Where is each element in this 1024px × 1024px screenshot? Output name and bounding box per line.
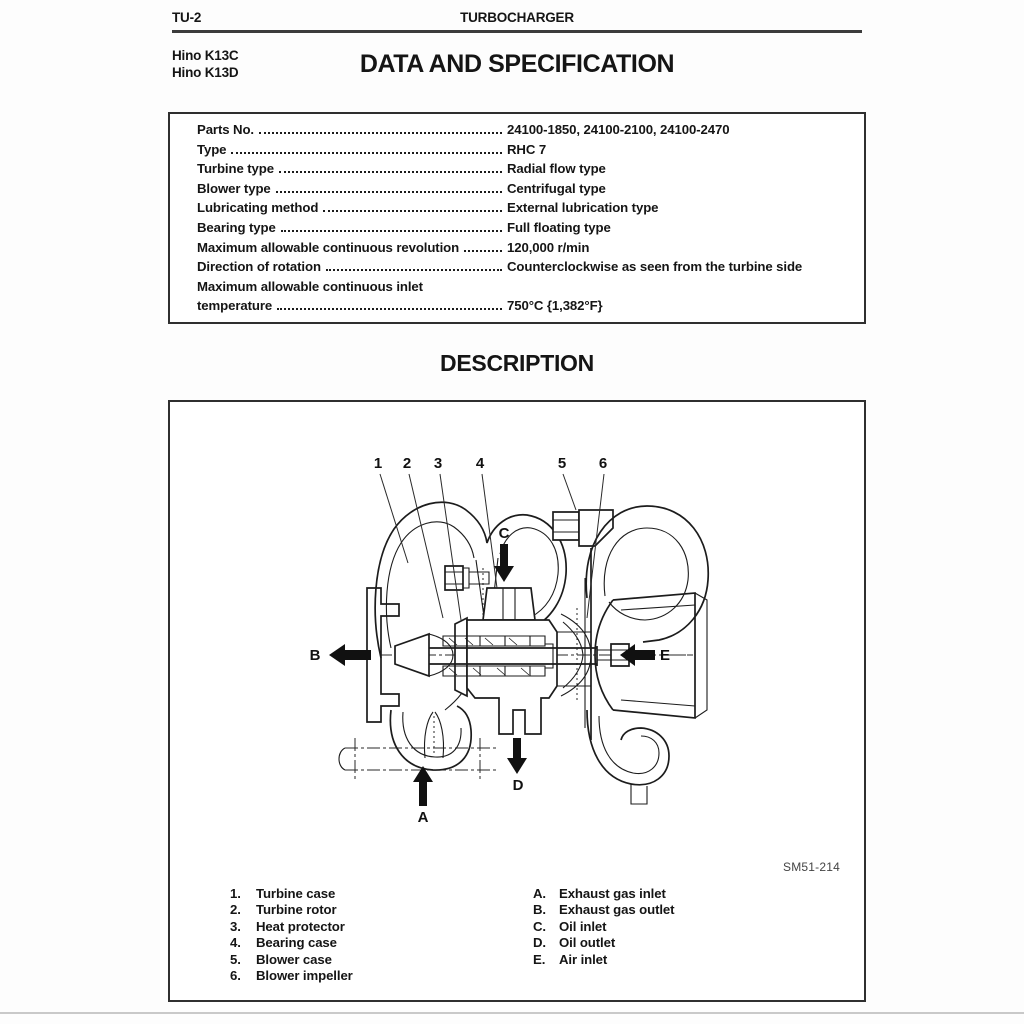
spec-value: RHC 7 <box>507 141 547 157</box>
flow-arrow-d-icon <box>507 738 527 774</box>
model-line-1: Hino K13C <box>172 48 239 63</box>
legend-item <box>230 902 353 918</box>
legend-letter: A. <box>533 886 546 901</box>
legend-label: Turbine rotor <box>256 902 337 918</box>
spec-label: temperature <box>197 298 273 314</box>
spec-value: Radial flow type <box>507 161 606 177</box>
specification-box <box>168 112 866 324</box>
legend-number: 1. <box>230 886 241 901</box>
spec-row-type <box>170 142 864 162</box>
turbine-rotor-drawing <box>395 618 467 696</box>
dot-leader <box>231 152 502 154</box>
dot-leader <box>281 230 502 232</box>
legend-letter: D. <box>533 935 546 951</box>
legend-letter: C. <box>533 918 546 934</box>
legend-label: Oil outlet <box>559 935 616 951</box>
legend-number: 3. <box>230 918 241 934</box>
callout-number-1: 1 <box>373 455 383 472</box>
bearing-case-drawing <box>445 566 591 734</box>
spec-label: Direction of rotation <box>197 259 321 275</box>
callout-number-3: 3 <box>433 455 443 472</box>
spec-label: Parts No. <box>197 122 254 137</box>
page-code: TU-2 <box>172 10 202 25</box>
spec-row-temperature <box>170 298 864 318</box>
legend-label: Heat protector <box>256 918 345 934</box>
spec-value: 750°C {1,382°F} <box>507 298 603 314</box>
spec-row-parts-no <box>170 122 864 142</box>
dot-leader <box>326 269 502 271</box>
callout-number-2: 2 <box>402 455 412 472</box>
spec-row-rotation-direction <box>170 259 864 279</box>
legend-item <box>230 919 353 935</box>
legend-item <box>533 919 674 935</box>
spec-row-max-inlet <box>170 279 864 299</box>
spec-row-blower-type <box>170 181 864 201</box>
flow-label-c: C <box>498 525 510 542</box>
legend-number: 2. <box>230 902 241 918</box>
spec-section-title: DATA AND SPECIFICATION <box>359 50 675 78</box>
legend-item <box>230 935 353 951</box>
callout-number-4: 4 <box>475 455 485 472</box>
dot-leader <box>259 132 502 134</box>
legend-parts-column <box>230 886 353 984</box>
legend-number: 6. <box>230 968 241 984</box>
legend-letter: B. <box>533 902 546 918</box>
model-line-2: Hino K13D <box>172 64 239 80</box>
dot-leader <box>279 171 502 173</box>
legend-item <box>533 952 674 968</box>
legend-label: Oil inlet <box>559 918 607 934</box>
flow-label-b: B <box>309 647 321 664</box>
description-box <box>168 400 866 1002</box>
flow-label-a: A <box>417 809 429 826</box>
legend-item <box>230 968 353 984</box>
legend-label: Exhaust gas inlet <box>559 886 666 901</box>
dot-leader <box>276 191 502 193</box>
spec-value: Counterclockwise as seen from the turbine side <box>507 259 803 275</box>
spec-label: Maximum allowable continuous inlet <box>197 278 423 294</box>
callout-number-5: 5 <box>557 455 567 472</box>
spec-row-max-revolution <box>170 240 864 260</box>
spec-label: Type <box>197 141 227 157</box>
legend-item <box>230 952 353 968</box>
spec-value: 24100-1850, 24100-2100, 24100-2470 <box>507 122 730 137</box>
spec-value: External lubrication type <box>507 200 659 216</box>
spec-label: Maximum allowable continuous revolution <box>197 239 460 255</box>
page-header <box>172 10 862 30</box>
spec-value: Centrifugal type <box>507 180 606 196</box>
dot-leader <box>464 250 502 252</box>
legend-label: Blower case <box>256 951 332 967</box>
spec-row-lubricating-method <box>170 200 864 220</box>
spec-value: Full floating type <box>507 219 611 235</box>
legend-number: 5. <box>230 951 241 967</box>
page-bottom-edge <box>0 1012 1024 1014</box>
flow-label-d: D <box>512 777 524 794</box>
legend-flows-column <box>533 886 674 968</box>
legend-label: Bearing case <box>256 935 337 951</box>
header-rule <box>172 30 862 33</box>
flow-label-e: E <box>659 647 671 664</box>
spec-value: 120,000 r/min <box>507 239 590 255</box>
figure-code: SM51-214 <box>783 860 840 874</box>
section-title: TURBOCHARGER <box>460 10 574 25</box>
legend-item <box>230 886 353 902</box>
spec-label: Bearing type <box>197 219 276 235</box>
legend-label: Blower impeller <box>256 968 353 984</box>
flow-arrow-b-icon <box>329 644 371 666</box>
legend-number: 4. <box>230 935 241 951</box>
description-section-title: DESCRIPTION <box>440 350 594 376</box>
legend-item <box>533 886 674 902</box>
flow-arrow-a-icon <box>413 766 433 806</box>
legend-label: Air inlet <box>559 951 608 967</box>
spec-row-bearing-type <box>170 220 864 240</box>
spec-row-turbine-type <box>170 161 864 181</box>
legend-letter: E. <box>533 951 546 967</box>
spec-label: Turbine type <box>197 161 274 177</box>
turbocharger-cross-section-diagram <box>295 448 715 838</box>
spec-label: Blower type <box>197 180 271 196</box>
spec-label: Lubricating method <box>197 200 319 216</box>
legend-label: Turbine case <box>256 886 336 901</box>
legend-item <box>533 902 674 918</box>
dot-leader <box>323 210 502 212</box>
legend-label: Exhaust gas outlet <box>559 902 675 918</box>
callout-number-6: 6 <box>598 455 608 472</box>
dot-leader <box>277 308 502 310</box>
legend-item <box>533 935 674 951</box>
